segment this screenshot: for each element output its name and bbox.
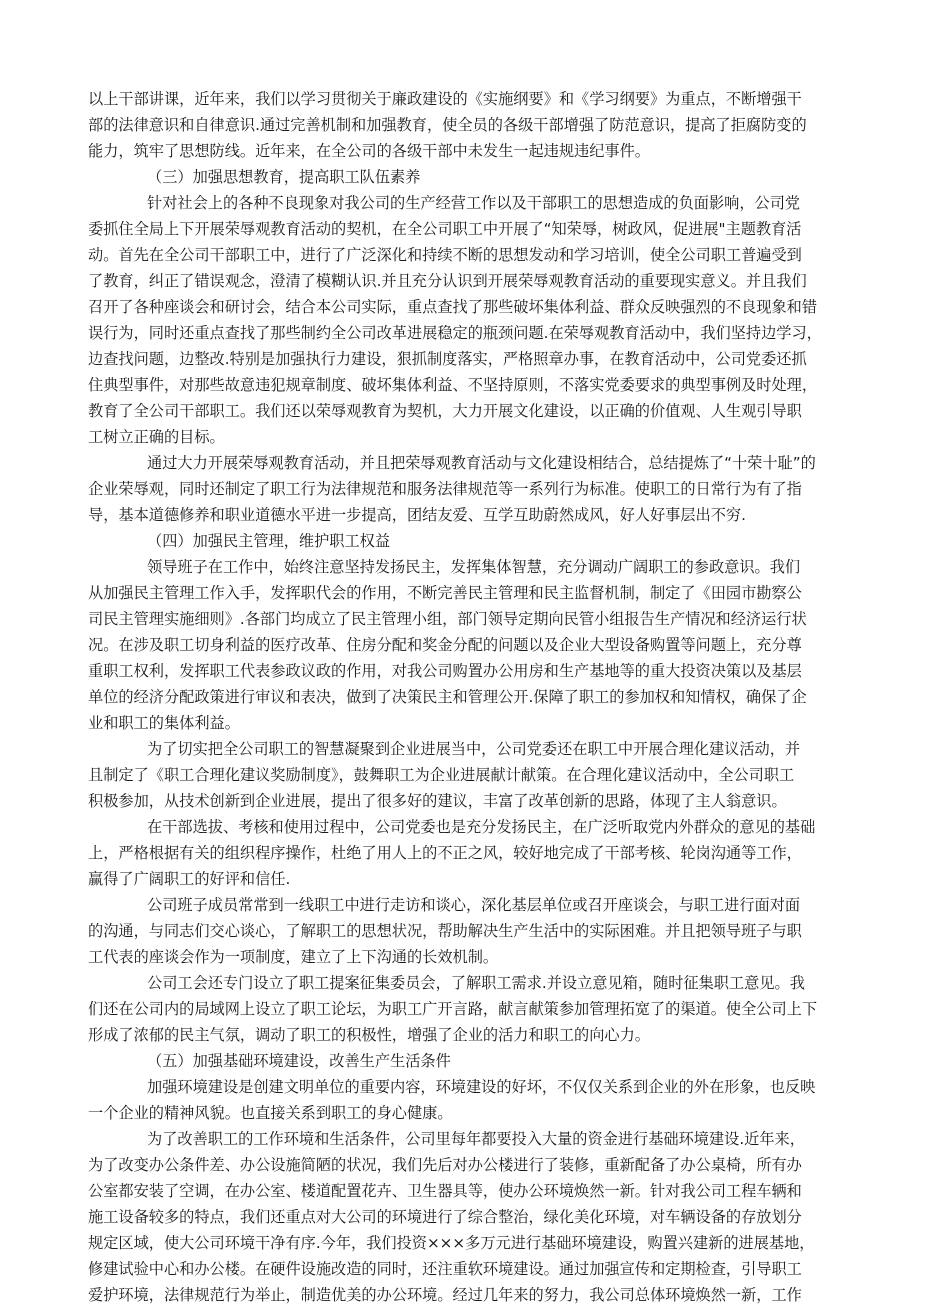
- text-line: 工代表的座谈会作为一项制度，建立了上下沟通的长效机制。: [88, 948, 499, 966]
- text-line: 积极参加，从技术创新到企业进展，提出了很多好的建议，丰富了改革创新的思路，体现了主人翁意识。: [88, 792, 787, 810]
- text-line: 导，基本道德修养和职业道德水平进一步提高，团结友爱、互学互助蔚然成风，好人好事层出不穷.: [88, 506, 746, 524]
- text-line: 修建试验中心和办公楼。在硬件设施改造的同时，还注重软环境建设。通过加强宣传和定期检查，引导职工: [88, 1260, 802, 1278]
- text-line: 针对社会上的各种不良现象对我公司的生产经营工作以及干部职工的思想造成的负面影响，公司党: [147, 194, 801, 212]
- text-line: 部的法律意识和自律意识.通过完善机制和加强教育，使全员的各级干部增强了防范意识，提高了拒腐防变的: [88, 116, 807, 134]
- text-line: （三）加强思想教育，提高职工队伍素养: [147, 168, 421, 186]
- text-line: 工树立正确的目标。: [88, 428, 225, 446]
- text-line: 在干部选拔、考核和使用过程中，公司党委也是充分发扬民主，在广泛听取党内外群众的意见的基础: [147, 818, 816, 836]
- text-line: 单位的经济分配政策进行审议和表决，做到了决策民主和管理公开.保障了职工的参加权和知情权，确保了企: [88, 688, 807, 706]
- text-line: 以上干部讲课，近年来，我们以学习贯彻关于廉政建设的《实施纲要》和《学习纲要》为重点，不断增强干: [88, 90, 802, 108]
- text-line: 住典型事件，对那些故意违犯规章制度、破坏集体利益、不坚持原则，不落实党委要求的典型事例及时处理，: [88, 376, 817, 394]
- text-line: 加强环境建设是创建文明单位的重要内容，环境建设的好坏，不仅仅关系到企业的外在形象，也反映: [147, 1078, 816, 1096]
- text-line: 赢得了广阔职工的好评和信任.: [88, 870, 291, 888]
- text-line: 企业荣辱观，同时还制定了职工行为法律规范和服务法律规范等一系列行为标准。使职工的日常行为有了指: [88, 480, 802, 498]
- text-line: 为了改善职工的工作环境和生活条件，公司里每年都要投入大量的资金进行基础环境建设.近年来，: [147, 1130, 805, 1148]
- text-line: （五）加强基础环境建设，改善生产生活条件: [147, 1052, 451, 1070]
- text-line: 教育了全公司干部职工。我们还以荣辱观教育为契机，大力开展文化建设，以正确的价值观、人生观引导职: [88, 402, 802, 420]
- text-line: 公司班子成员常常到一线职工中进行走访和谈心，深化基层单位或召开座谈会，与职工进行面对面: [147, 896, 801, 914]
- text-line: 况。在涉及职工切身利益的医疗改革、住房分配和奖金分配的问题以及企业大型设备购置等问题上，充分尊: [88, 636, 802, 654]
- text-line: 动。首先在全公司干部职工中，进行了广泛深化和持续不断的思想发动和学习培训，使全公司职工普遍受到: [88, 246, 802, 264]
- text-line: 误行为，同时还重点查找了那些制约全公司改革进展稳定的瓶颈问题.在荣辱观教育活动中，我们坚持边学习，: [88, 324, 822, 342]
- text-line: 上，严格根据有关的组织程序操作，杜绝了用人上的不正之风，较好地完成了干部考核、轮岗沟通等工作，: [88, 844, 802, 862]
- text-line: 爱护环境，法律规范行为举止，制造优美的办公环境。经过几年来的努力，我公司总体环境焕然一新，工作: [88, 1286, 802, 1304]
- text-line: 公室都安装了空调，在办公室、楼道配置花卉、卫生器具等，使办公环境焕然一新。针对我公司工程车辆和: [88, 1182, 802, 1200]
- text-line: 司民主管理实施细则》.各部门均成立了民主管理小组，部门领导定期向民管小组报告生产情况和经济运行状: [88, 610, 807, 628]
- text-line: 委抓住全局上下开展荣辱观教育活动的契机，在全公司职工中开展了“知荣辱，树政风，促进展"主题教育活: [88, 220, 802, 238]
- text-line: 且制定了《职工合理化建议奖励制度》，鼓舞职工为企业进展献计献策。在合理化建议活动中，全公司职工: [88, 766, 795, 784]
- document-body: [88, 86, 868, 1308]
- text-line: 业和职工的集体利益。: [88, 714, 240, 732]
- text-line: （四）加强民主管理，维护职工权益: [147, 532, 390, 550]
- text-line: 召开了各种座谈会和研讨会，结合本公司实际，重点查找了那些破坏集体利益、群众反映强烈的不良现象和错: [88, 298, 817, 316]
- text-line: 领导班子在工作中，始终注意坚持发扬民主，发挥集体智慧，充分调动广阔职工的参政意识。我们: [147, 558, 801, 576]
- text-line: 从加强民主管理工作入手，发挥职代会的作用，不断完善民主管理和民主监督机制，制定了《田园市勘察公: [88, 584, 802, 602]
- text-line: 公司工会还专门设立了职工提案征集委员会，了解职工需求.并设立意见箱，随时征集职工意见。我: [147, 974, 805, 992]
- text-line: 能力，筑牢了思想防线。近年来，在全公司的各级干部中未发生一起违规违纪事件。: [88, 142, 650, 160]
- text-line: 施工设备较多的特点，我们还重点对大公司的环境进行了综合整治，绿化美化环境，对车辆设备的存放划分: [88, 1208, 802, 1226]
- text-line: 为了切实把全公司职工的智慧凝聚到企业进展当中，公司党委还在职工中开展合理化建议活动，并: [147, 740, 801, 758]
- text-line: 了教育，纠正了错误观念，澄清了模糊认识.并且充分认识到开展荣辱观教育活动的重要现实意义。并且我们: [88, 272, 807, 290]
- text-line: 通过大力开展荣辱观教育活动，并且把荣辱观教育活动与文化建设相结合，总结提炼了“十荣十耻”的: [147, 454, 816, 472]
- text-line: 为了改变办公条件差、办公设施简陋的状况，我们先后对办公楼进行了装修，重新配备了办公桌椅，所有办: [88, 1156, 802, 1174]
- text-line: 的沟通，与同志们交心谈心，了解职工的思想状况，帮助解决生产生活中的实际困难。并且把领导班子与职: [88, 922, 802, 940]
- text-line: 形成了浓郁的民主气氛，调动了职工的积极性，增强了企业的活力和职工的向心力。: [88, 1026, 650, 1044]
- text-line: 们还在公司内的局域网上设立了职工论坛，为职工广开言路，献言献策参加管理拓宽了的渠道。使全公司上下: [88, 1000, 817, 1018]
- text-line: 规定区域，使大公司环境干净有序.今年，我们投资×××多万元进行基础环境建设，购置兴建新的进展基地，: [88, 1234, 815, 1252]
- text-line: 一个企业的精神风貌。也直接关系到职工的身心健康。: [88, 1104, 453, 1122]
- text-line: 重职工权利，发挥职工代表参政议政的作用，对我公司购置办公用房和生产基地等的重大投资决策以及基层: [88, 662, 802, 680]
- text-line: 边查找问题，边整改.特别是加强执行力建设，狠抓制度落实，严格照章办事，在教育活动中，公司党委还抓: [88, 350, 807, 368]
